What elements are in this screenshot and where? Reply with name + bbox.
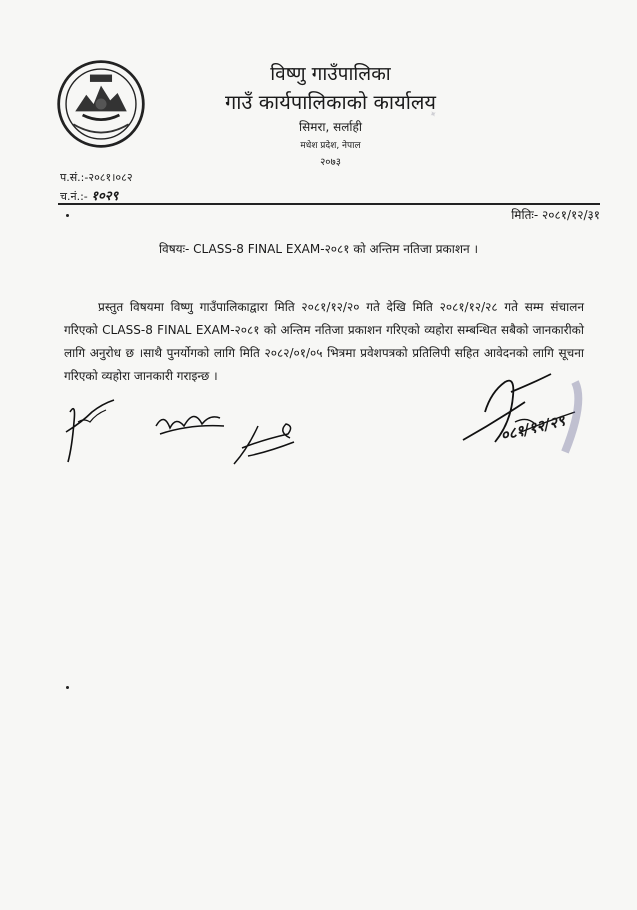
signature-date: ०८१/१२/२९ xyxy=(498,411,567,445)
head-signature xyxy=(455,362,605,472)
signature-1 xyxy=(62,392,122,472)
municipality-name: विष्णु गाउँपालिका xyxy=(270,63,391,85)
dispatch-number-value: १०२९ xyxy=(91,189,119,204)
letter-subject: विषयः- CLASS-8 FINAL EXAM-२०८१ को अन्तिम नतिजा प्रकाशन । xyxy=(158,242,479,256)
faint-stamp: ✦ xyxy=(428,108,440,122)
letter-body: प्रस्तुत विषयमा विष्णु गाउँपालिकाद्वारा मिति २०८१/१२/२० गते देखि मिति २०८१/१२/२८ गते सम्म संचालन गरिएको CLASS-8 FINAL EXAM-२०८१ को अन्तिम नतिजा प्रकाशन गरिएको व्यहोरा सम्बन्धित सबैको जानकारीको लागि अनुरोध छ ।साथै पुनर्योगको लागि मिति २०८२/०१/०५ भित्रमा प्रवेशपत्रको प्रतिलिपी सहित आवेदनको लागि सूचना गरिएको व्यहोरा जानकारी गराइन्छ । xyxy=(64,300,584,383)
established-year: २०७३ xyxy=(320,157,341,168)
office-name: गाउँ कार्यपालिकाको कार्यालय xyxy=(224,90,437,114)
ink-dot xyxy=(66,686,69,689)
signature-2 xyxy=(150,404,230,444)
letter-date: मितिः- २०८१/१२/३१ xyxy=(511,208,600,222)
office-province: मधेश प्रदेश, नेपाल xyxy=(300,141,361,151)
office-address: सिमरा, सर्लाही xyxy=(299,120,362,134)
ink-dot xyxy=(66,214,69,217)
dispatch-number xyxy=(60,186,118,204)
header-divider xyxy=(58,203,600,205)
signature-3 xyxy=(228,412,302,468)
dispatch-number-label: च.नं.:- xyxy=(60,190,92,203)
letter-reference-number: प.सं.:-२०८१।०८२ xyxy=(60,171,133,184)
